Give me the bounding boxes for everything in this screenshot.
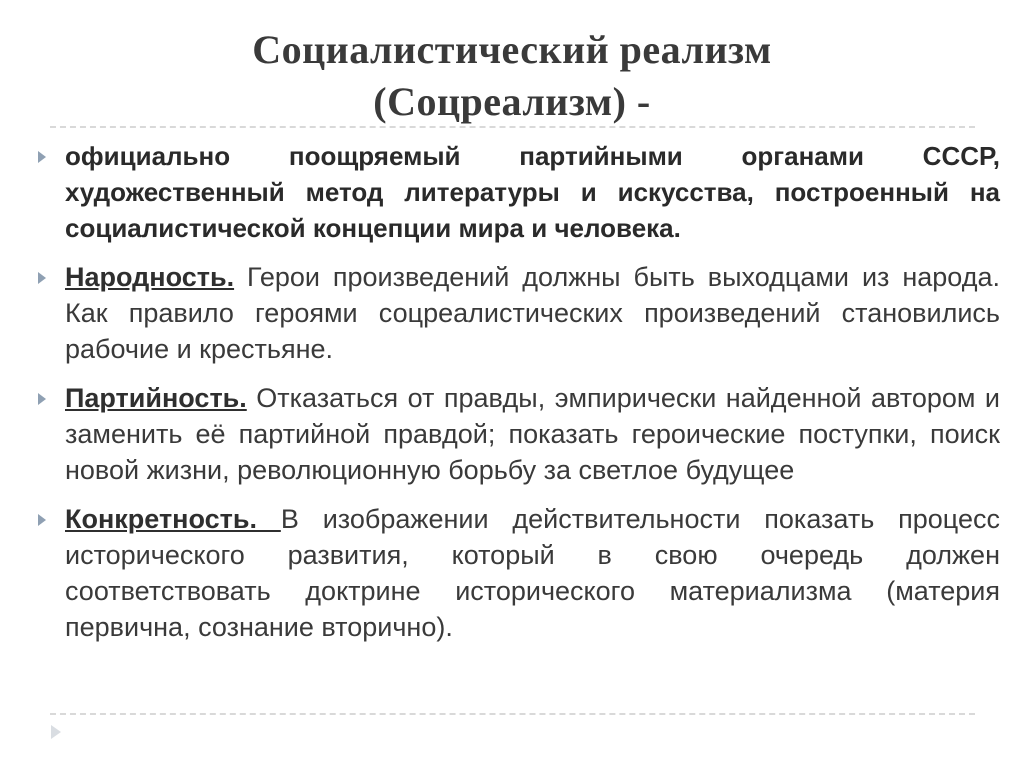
triangle-right-icon <box>38 272 46 284</box>
bullet-item-konkretnost <box>38 501 1000 645</box>
bullet-item-partiynost <box>38 380 1000 488</box>
bullet-list <box>38 138 1000 658</box>
triangle-right-icon <box>38 514 46 526</box>
term-narodnost: Народность. <box>65 262 235 292</box>
bullet-text-definition: официально поощряемый партийными органами СССР, художественный метод литературы и искусства, построенный на социалистической концепции мира и человека. <box>65 141 1000 243</box>
term-partiynost: Партийность. <box>65 383 247 413</box>
bullet-text-partiynost: Отказаться от правды, эмпирически найденной автором и заменить её партийной правдой; показать героические поступки, поиск новой жизни, революционную борьбу за светлое будущее <box>65 383 1000 485</box>
triangle-right-icon <box>51 725 61 739</box>
bullet-text-konkretnost: В изображении действительности показать процесс исторического развития, который в свою очередь должен соответствовать доктрине исторического материализма (материя первична, сознание вторично). <box>65 504 1000 642</box>
term-konkretnost: Конкретность. <box>65 504 281 534</box>
slide-title-line-1: Социалистический реализм <box>252 27 772 72</box>
top-divider <box>50 126 975 128</box>
bottom-divider <box>50 713 975 715</box>
triangle-right-icon <box>38 393 46 405</box>
bullet-item-definition <box>38 138 1000 246</box>
triangle-right-icon <box>38 151 46 163</box>
bullet-item-narodnost <box>38 259 1000 367</box>
bullet-text-narodnost: Герои произведений должны быть выходцами из народа. Как правило героями соцреалистических произведений становились рабочие и крестьяне. <box>65 262 1000 364</box>
slide-title-line-2: (Соцреализм) - <box>373 79 651 124</box>
